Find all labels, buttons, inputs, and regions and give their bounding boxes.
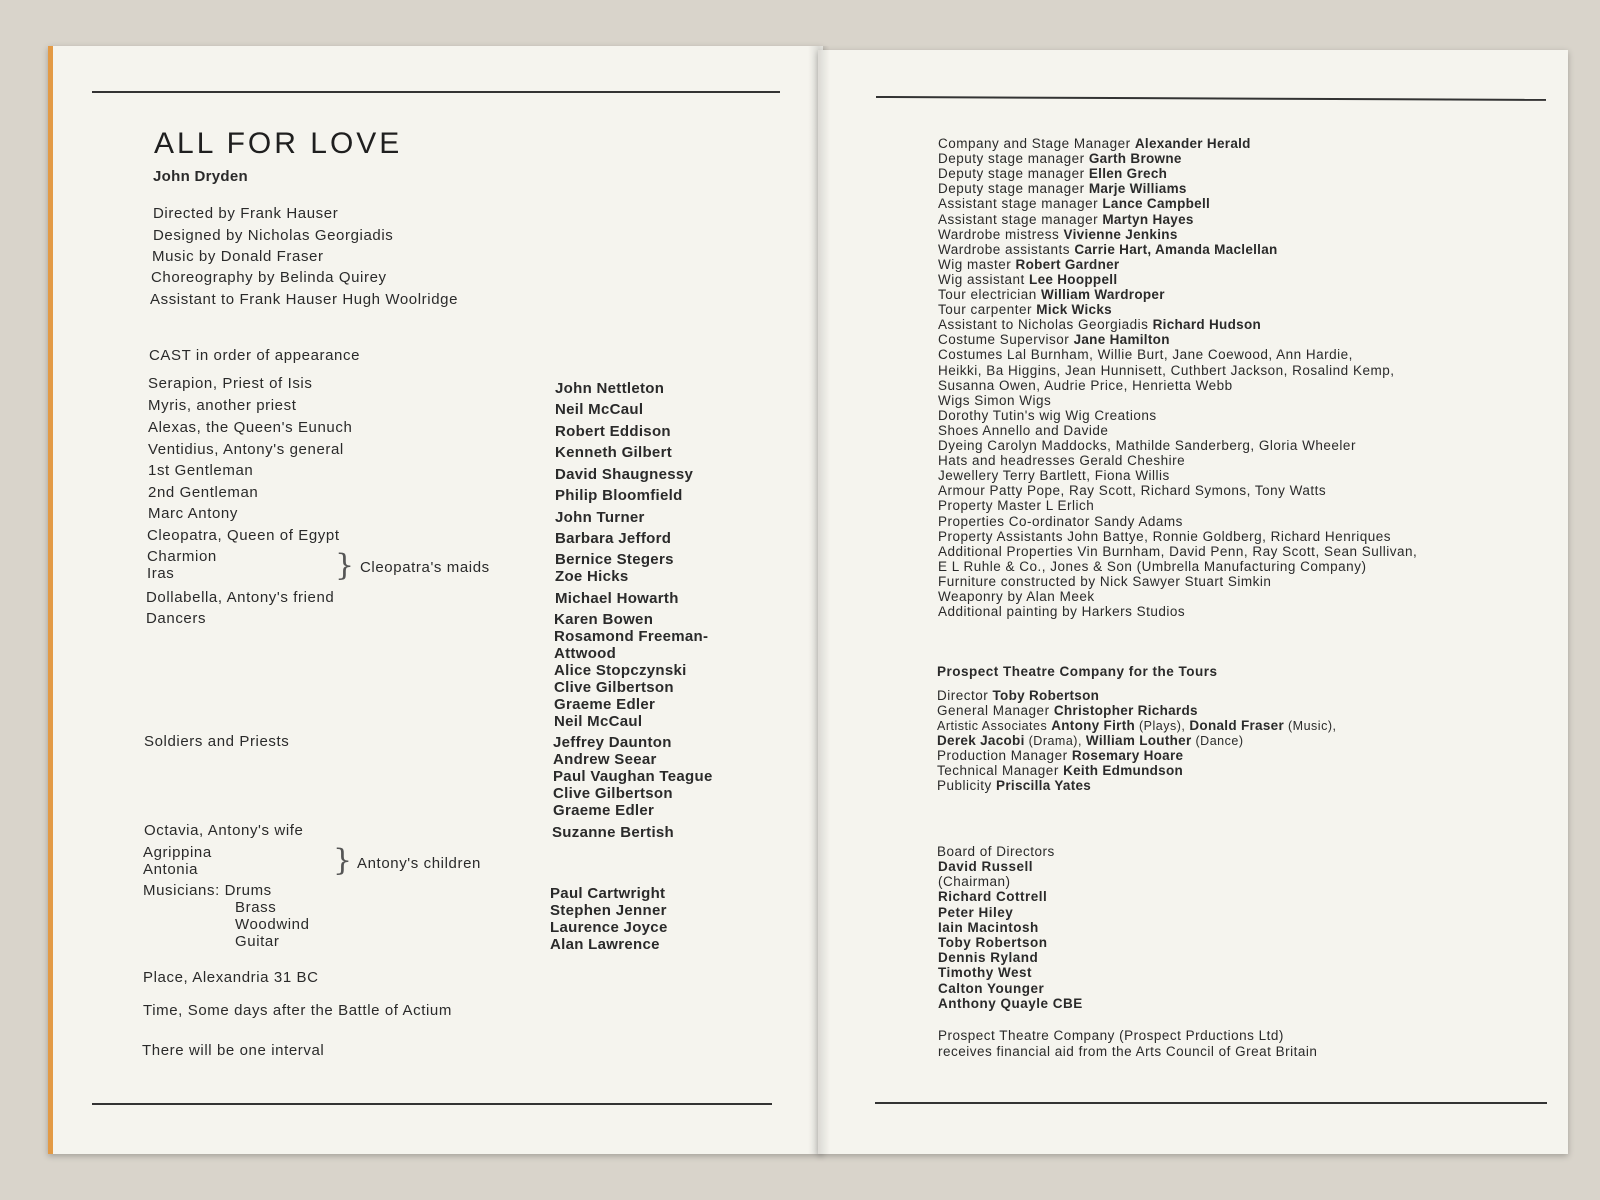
credit-role: Tour electrician	[938, 287, 1042, 302]
board-heading: Board of Directors	[937, 844, 1055, 859]
production-credit-line	[938, 453, 1185, 468]
production-credit-line	[938, 529, 1391, 544]
credit-person: Martyn Hayes	[1102, 211, 1194, 227]
tours-associates-cont	[937, 733, 1243, 749]
production-credit-line	[938, 227, 1178, 242]
board-member: Iain Macintosh	[938, 919, 1039, 935]
role-myris: Myris, another priest	[148, 397, 297, 414]
tours-director	[937, 688, 1099, 703]
credit-role: Deputy stage manager	[938, 181, 1089, 197]
production-credit-line	[938, 498, 1094, 513]
board-member: Calton Younger	[938, 980, 1045, 996]
credit-role: Company and Stage Manager	[938, 136, 1135, 151]
tours-jacobi: Derek Jacobi	[937, 733, 1025, 748]
role-ventidius: Ventidius, Antony's general	[148, 441, 344, 458]
production-credit-line	[938, 151, 1182, 166]
role-antonys-children: Antony's children	[357, 855, 481, 872]
tours-director-label: Director	[937, 688, 993, 703]
credit-role: Additional painting by Harkers Studios	[938, 604, 1186, 620]
actor-stephen-jenner: Stephen Jenner	[550, 902, 667, 919]
credit-person: Jane Hamilton	[1073, 332, 1170, 348]
credit-role: Dyeing Carolyn Maddocks, Mathilde Sanderberg, Gloria Wheeler	[938, 438, 1356, 453]
production-credit-line	[938, 136, 1251, 151]
role-2nd-gentleman: 2nd Gentleman	[148, 484, 259, 501]
actor-barbara-jefford: Barbara Jefford	[555, 530, 672, 547]
production-credit-line	[938, 589, 1095, 604]
production-credit-line	[938, 604, 1185, 619]
role-antonia: Antonia	[143, 861, 199, 878]
credit-role: Property Master L Erlich	[938, 498, 1095, 514]
production-credit-line	[938, 559, 1366, 574]
tours-aa-music: (Music),	[1284, 719, 1337, 733]
production-credit-line	[938, 544, 1417, 559]
credit-designer: Designed by Nicholas Georgiadis	[153, 227, 394, 244]
credit-assistant: Assistant to Frank Hauser Hugh Woolridge	[150, 291, 459, 308]
board-member: Timothy West	[938, 965, 1033, 981]
production-credit-line	[938, 166, 1167, 181]
tours-tm-label: Technical Manager	[937, 763, 1064, 778]
actor-michael-howarth: Michael Howarth	[555, 590, 679, 607]
credit-role: Wig master	[938, 256, 1016, 272]
role-guitar: Guitar	[235, 933, 280, 950]
role-charmion: Charmion	[147, 548, 217, 565]
credit-role: Furniture constructed by Nick Sawyer Stuart Simkin	[938, 573, 1272, 589]
tours-dance: (Dance)	[1191, 734, 1244, 748]
tours-artistic-associates	[937, 718, 1336, 734]
credit-person: Marje Williams	[1088, 181, 1187, 197]
role-marc-antony: Marc Antony	[148, 505, 238, 522]
actor-andrew-seear: Andrew Seear	[553, 751, 657, 768]
production-credit-line	[938, 257, 1119, 272]
actor-graeme-edler: Graeme Edler	[554, 696, 656, 713]
footer-line-1: Prospect Theatre Company (Prospect Prductions Ltd)	[938, 1028, 1284, 1043]
production-credit-line	[938, 242, 1278, 257]
board-member: Toby Robertson	[938, 935, 1048, 950]
actor-philip-bloomfield: Philip Bloomfield	[555, 487, 683, 504]
credit-person: Robert Gardner	[1015, 256, 1120, 272]
actor-clive-gilbertson-soldier: Clive Gilbertson	[553, 785, 673, 802]
actor-rosamond-freeman: Rosamond Freeman-	[554, 628, 709, 645]
actor-graeme-edler-soldier: Graeme Edler	[553, 802, 655, 819]
role-woodwind: Woodwind	[235, 916, 310, 933]
credit-role: Assistant stage manager	[938, 211, 1103, 227]
production-credit-line	[938, 468, 1170, 483]
interval-note: There will be one interval	[142, 1042, 325, 1059]
credit-role: Assistant to Nicholas Georgiadis	[938, 317, 1153, 333]
role-1st-gentleman: 1st Gentleman	[148, 462, 254, 479]
actor-john-nettleton: John Nettleton	[555, 380, 665, 397]
credit-person: Alexander Herald	[1134, 136, 1251, 151]
tours-production-manager	[937, 748, 1183, 763]
role-serapion: Serapion, Priest of Isis	[148, 375, 313, 392]
credit-role: Hats and headresses Gerald Cheshire	[938, 453, 1186, 469]
credit-person: Garth Browne	[1088, 151, 1182, 167]
board-member: (Chairman)	[938, 874, 1011, 890]
credit-role: E L Ruhle & Co., Jones & Son (Umbrella Manufacturing Company)	[938, 558, 1367, 574]
tours-aa-label: Artistic Associates	[937, 719, 1052, 733]
actor-zoe-hicks: Zoe Hicks	[555, 568, 629, 585]
credit-role: Properties Co-ordinator Sandy Adams	[938, 513, 1183, 529]
credit-person: William Wardroper	[1041, 287, 1165, 302]
role-dollabella: Dollabella, Antony's friend	[146, 589, 335, 606]
board-member: Anthony Quayle CBE	[938, 995, 1083, 1011]
actor-kenneth-gilbert: Kenneth Gilbert	[555, 444, 673, 461]
credit-role: Deputy stage manager	[938, 151, 1089, 167]
credit-role: Dorothy Tutin's wig Wig Creations	[938, 407, 1157, 423]
actor-robert-eddison: Robert Eddison	[555, 423, 671, 440]
role-brass: Brass	[235, 899, 277, 916]
production-credit-line	[938, 272, 1117, 287]
actor-alice-stopczynski: Alice Stopczynski	[554, 662, 687, 679]
role-dancers: Dancers	[146, 610, 207, 627]
production-credit-line	[938, 196, 1210, 211]
tours-technical-manager	[937, 763, 1183, 778]
actor-david-shaugnessy: David Shaugnessy	[555, 466, 694, 483]
credit-person: Lee Hooppell	[1029, 271, 1118, 287]
production-credit-line	[938, 212, 1194, 227]
actor-laurence-joyce: Laurence Joyce	[550, 919, 668, 936]
credit-role: Shoes Annello and Davide	[938, 422, 1109, 438]
credit-role: Heikki, Ba Higgins, Jean Hunnisett, Cuthbert Jackson, Rosalind Kemp,	[938, 362, 1395, 378]
tours-director-name: Toby Robertson	[992, 688, 1100, 703]
tours-general-manager	[937, 703, 1198, 718]
credit-role: Additional Properties Vin Burnham, David Penn, Ray Scott, Sean Sullivan,	[938, 543, 1418, 559]
play-author: John Dryden	[153, 168, 248, 185]
tours-tm-name: Keith Edmundson	[1063, 763, 1184, 778]
role-cleopatra: Cleopatra, Queen of Egypt	[147, 527, 340, 544]
tours-drama: (Drama),	[1024, 734, 1086, 748]
credit-person: Mick Wicks	[1036, 302, 1112, 318]
tours-pm-label: Production Manager	[937, 748, 1072, 763]
role-agrippina: Agrippina	[143, 844, 212, 861]
tours-pub-name: Priscilla Yates	[996, 778, 1092, 793]
production-credit-line	[938, 393, 1051, 408]
credit-choreography: Choreography by Belinda Quirey	[151, 269, 387, 286]
tours-heading: Prospect Theatre Company for the Tours	[937, 664, 1218, 679]
production-credit-line	[938, 438, 1356, 453]
actor-karen-bowen: Karen Bowen	[554, 611, 654, 628]
role-alexas: Alexas, the Queen's Eunuch	[148, 419, 353, 436]
actor-bernice-stegers: Bernice Stegers	[555, 551, 674, 568]
production-credit-line	[938, 574, 1271, 589]
production-credit-line	[938, 302, 1112, 317]
actor-john-turner: John Turner	[555, 509, 645, 526]
left-bottom-rule	[92, 1103, 772, 1105]
actor-neil-mccaul: Neil McCaul	[555, 401, 644, 418]
tours-aa-fraser: Donald Fraser	[1189, 718, 1285, 733]
credit-role: Wardrobe assistants	[938, 241, 1075, 257]
credit-role: Costume Supervisor	[938, 332, 1074, 348]
maids-brace: }	[335, 548, 355, 583]
credit-role: Costumes Lal Burnham, Willie Burt, Jane Coewood, Ann Hardie,	[938, 347, 1353, 363]
credit-person: Lance Campbell	[1102, 196, 1211, 212]
left-top-rule	[92, 91, 780, 93]
actor-suzanne-bertish: Suzanne Bertish	[552, 824, 675, 841]
actor-neil-mccaul-dancer: Neil McCaul	[554, 713, 643, 730]
credit-role: Tour carpenter	[938, 302, 1037, 318]
production-credit-line	[938, 483, 1326, 498]
right-bottom-rule	[875, 1102, 1547, 1104]
role-soldiers-priests: Soldiers and Priests	[144, 733, 290, 750]
production-credit-line	[938, 347, 1353, 362]
credit-person: Richard Hudson	[1152, 317, 1262, 333]
production-credit-line	[938, 363, 1394, 378]
board-member: Dennis Ryland	[938, 950, 1039, 966]
credit-role: Deputy stage manager	[938, 166, 1089, 182]
production-credit-line	[938, 514, 1183, 529]
production-credit-line	[938, 378, 1233, 393]
tours-gm-name: Christopher Richards	[1053, 703, 1198, 718]
tours-pm-name: Rosemary Hoare	[1071, 748, 1184, 763]
tours-aa-firth: Antony Firth	[1051, 718, 1136, 733]
place-note: Place, Alexandria 31 BC	[143, 969, 319, 986]
tours-pub-label: Publicity	[937, 778, 997, 793]
role-octavia: Octavia, Antony's wife	[144, 822, 304, 839]
actor-clive-gilbertson: Clive Gilbertson	[554, 679, 674, 696]
production-credit-line	[938, 181, 1187, 196]
actor-alan-lawrence: Alan Lawrence	[550, 936, 660, 953]
credit-role: Susanna Owen, Audrie Price, Henrietta Webb	[938, 377, 1233, 393]
production-credit-line	[938, 423, 1108, 438]
board-member: Richard Cottrell	[938, 889, 1048, 905]
credit-role: Wigs Simon Wigs	[938, 392, 1052, 408]
credit-role: Armour Patty Pope, Ray Scott, Richard Symons, Tony Watts	[938, 483, 1327, 499]
actor-paul-cartwright: Paul Cartwright	[550, 885, 666, 902]
credit-role: Jewellery Terry Bartlett, Fiona Willis	[938, 468, 1170, 484]
board-member: Peter Hiley	[938, 904, 1014, 920]
credit-person: Carrie Hart, Amanda Maclellan	[1074, 241, 1278, 257]
time-note: Time, Some days after the Battle of Actium	[143, 1002, 452, 1019]
credit-role: Property Assistants John Battye, Ronnie Goldberg, Richard Henriques	[938, 528, 1391, 544]
board-member: David Russell	[938, 859, 1034, 874]
tours-publicity	[937, 778, 1091, 793]
credit-role: Assistant stage manager	[938, 196, 1103, 212]
production-credit-line	[938, 408, 1157, 423]
play-title: ALL FOR LOVE	[154, 127, 403, 160]
credit-director: Directed by Frank Hauser	[153, 205, 339, 222]
tours-aa-plays: (Plays),	[1135, 719, 1190, 733]
production-credit-line	[938, 317, 1261, 332]
credit-role: Wardrobe mistress	[938, 226, 1064, 242]
cast-heading: CAST in order of appearance	[149, 347, 361, 364]
production-credit-line	[938, 332, 1170, 347]
actor-paul-vaughan-teague: Paul Vaughan Teague	[553, 768, 713, 785]
tours-gm-label: General Manager	[937, 703, 1054, 718]
role-cleopatras-maids: Cleopatra's maids	[360, 559, 490, 576]
credit-person: Ellen Grech	[1088, 166, 1168, 182]
children-brace: }	[333, 843, 353, 878]
credit-music: Music by Donald Fraser	[152, 248, 324, 265]
production-credit-line	[938, 287, 1165, 302]
book-gutter	[808, 46, 830, 1154]
role-musicians-drums: Musicians: Drums	[143, 882, 272, 899]
actor-jeffrey-daunton: Jeffrey Daunton	[553, 734, 672, 751]
role-iras: Iras	[147, 565, 175, 582]
footer-line-2: receives financial aid from the Arts Council of Great Britain	[938, 1044, 1318, 1059]
credit-person: Vivienne Jenkins	[1063, 226, 1178, 242]
credit-role: Wig assistant	[938, 271, 1030, 287]
actor-attwood: Attwood	[554, 645, 617, 662]
tours-louther: William Louther	[1085, 733, 1192, 748]
credit-role: Weaponry by Alan Meek	[938, 589, 1095, 604]
